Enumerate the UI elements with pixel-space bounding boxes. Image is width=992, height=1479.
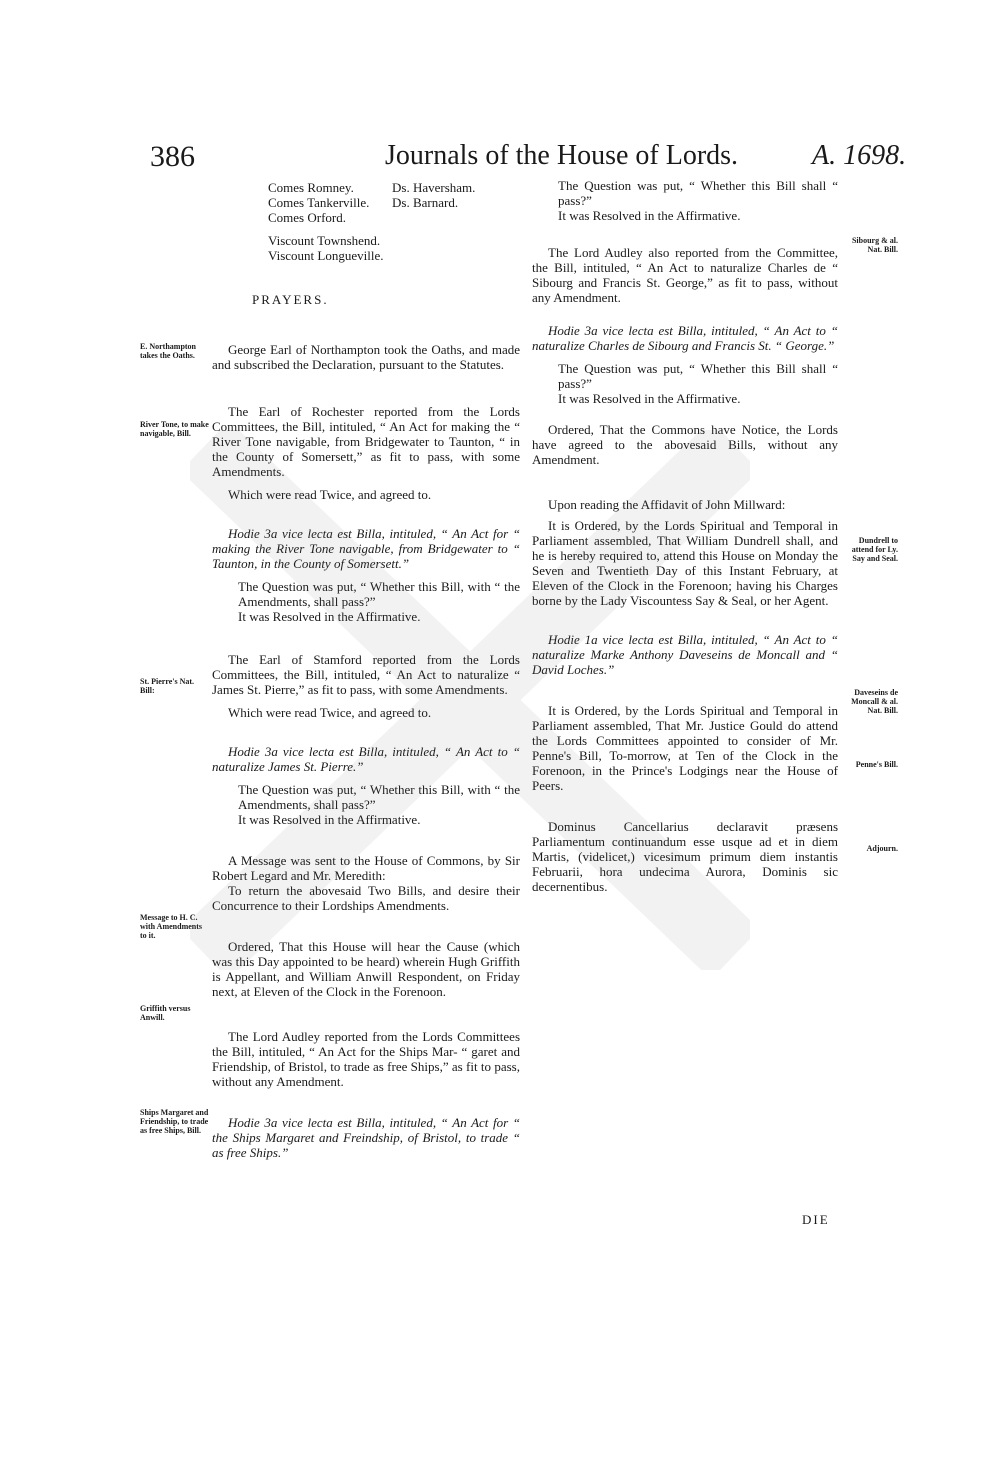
entry-sibourg-hodie: Hodie 3a vice lecta est Billa, intituled, “ An Act to “ naturalize Charles de Sibourg and Francis St. “ George.” <box>532 323 838 353</box>
margin-note-message: Message to H. C. with Amendments to it. <box>140 913 203 940</box>
entry-tone-resolved: It was Resolved in the Affirmative. <box>238 609 421 624</box>
catchword: DIE <box>802 1212 830 1227</box>
entry-ordered-commons: Ordered, That the Commons have Notice, the Lords have agreed to the abovesaid Bills, without any Amendment. <box>532 422 838 467</box>
entry-pierre-twice: Which were read Twice, and agreed to. <box>228 705 432 720</box>
entry-resolved-1: It was Resolved in the Affirmative. <box>558 208 741 223</box>
margin-note-ships: Ships Margaret and Friendship, to trade as free Ships, Bill. <box>140 1108 209 1135</box>
prayers-heading: PRAYERS. <box>252 292 329 307</box>
attendance-name: Comes Tankerville. <box>268 195 370 210</box>
entry-tone-question: The Question was put, “ Whether this Bill, with “ the Amendments, shall pass?” <box>238 579 520 609</box>
left-column <box>212 342 520 1160</box>
entry-adjourn: Dominus Cancellarius declaravit præsens Parliamentum continuandum esse usque ad et in diem Martis, (videlicet,) vicesimum primum diem instantis Februarii, hora undecima Aurora, Dominis sic decernentibus. <box>532 819 838 894</box>
entry-dundrell: It is Ordered, by the Lords Spiritual and Temporal in Parliament assembled, That William Dundrell shall, and he is hereby required to, attend this House on Monday the Seven and Twentieth Day of this Instant February, at Eleven of the Clock in the Forenoon; having his Charges borne by the Lady Viscountess Say & Seal, or her Agent. <box>532 518 838 608</box>
entry-northampton: George Earl of Northampton took the Oaths, and made and subscribed the Declaration, pursuant to the Statutes. <box>212 342 520 372</box>
margin-note-st-pierre: St. Pierre's Nat. Bill: <box>140 677 195 695</box>
attendance-name: Viscount Townshend. <box>268 233 381 248</box>
entry-tone-report: The Earl of Rochester reported from the Lords Committees, the Bill, intituled, “ An Act for making the “ River Tone navigable, from Bridgewater to Taunton, “ in the County of Somersett,” as fit to pass, with some Amendments. <box>212 404 520 479</box>
entry-pierre-resolved: It was Resolved in the Affirmative. <box>238 812 421 827</box>
entry-question-1: The Question was put, “ Whether this Bill shall “ pass?” <box>558 178 838 208</box>
attendance-earls <box>268 180 383 263</box>
margin-note-dundrell: Dundrell to attend for Ly. Say and Seal. <box>851 536 898 563</box>
entry-question-2: The Question was put, “ Whether this Bill shall “ pass?” <box>558 361 838 391</box>
entry-tone-twice: Which were read Twice, and agreed to. <box>228 487 432 502</box>
entry-affidavit: Upon reading the Affidavit of John Millward: <box>548 497 786 512</box>
attendance-name: Comes Romney. <box>268 180 354 195</box>
journal-title: Journals of the House of Lords. <box>385 140 739 171</box>
attendance-barons <box>392 180 475 210</box>
margin-note-adjourn: Adjourn. <box>866 844 898 853</box>
entry-tone-hodie: Hodie 3a vice lecta est Billa, intituled, “ An Act for “ making the River Tone navigable, from Bridgewater to “ Taunton, in the County of Somersett.” <box>212 526 520 571</box>
attendance-name: Comes Orford. <box>268 210 346 225</box>
margin-note-penne: Penne's Bill. <box>855 760 898 769</box>
attendance-name: Viscount Longueville. <box>268 248 384 263</box>
entry-pierre-hodie: Hodie 3a vice lecta est Billa, intituled, “ An Act to “ naturalize James St. Pierre.” <box>212 744 520 774</box>
right-column <box>532 178 838 894</box>
entry-resolved-2: It was Resolved in the Affirmative. <box>558 391 741 406</box>
page-number: 386 <box>150 140 195 173</box>
entry-pierre-question: The Question was put, “ Whether this Bill, with “ the Amendments, shall pass?” <box>238 782 520 812</box>
entry-penne: It is Ordered, by the Lords Spiritual and Temporal in Parliament assembled, That Mr. Justice Gould do attend the Lords Committees appointed to consider of Mr. Penne's Bill, To-morrow, at Ten of the Clock in the Forenoon, in the Prince's Lodgings near the House of Peers. <box>532 703 838 793</box>
attendance-name: Ds. Barnard. <box>392 195 459 210</box>
entry-ships-hodie: Hodie 3a vice lecta est Billa, intituled, “ An Act for “ the Ships Margaret and Freindship, of Bristol, to trade “ as free Ships.” <box>212 1115 520 1160</box>
entry-sibourg-report: The Lord Audley also reported from the Committee, the Bill, intituled, “ An Act to naturalize Charles de “ Sibourg and Francis St. George,” as fit to pass, without any Amendment. <box>532 245 838 305</box>
margin-note-sibourg: Sibourg & al. Nat. Bill. <box>851 236 898 254</box>
margin-note-northampton: E. Northampton takes the Oaths. <box>140 342 197 360</box>
margin-note-river-tone: River Tone, to make navigable, Bill. <box>140 420 209 438</box>
margin-note-daveseins: Daveseins de Moncall & al. Nat. Bill. <box>851 688 898 715</box>
page-year: A. 1698. <box>812 140 907 171</box>
entry-ships-report: The Lord Audley reported from the Lords Committees the Bill, intituled, “ An Act for the Ships Mar- “ garet and Friendship, of Bristol, to trade as free Ships,” as fit to pass, without any Amendment. <box>212 1029 520 1089</box>
entry-message: A Message was sent to the House of Commons, by Sir Robert Legard and Mr. Meredith: <box>212 853 520 883</box>
entry-message-2: To return the abovesaid Two Bills, and desire their Concurrence to their Lordships Amendments. <box>212 883 520 913</box>
entry-daveseins-hodie: Hodie 1a vice lecta est Billa, intituled, “ An Act to “ naturalize Marke Anthony Daveseins de Moncall and “ David Loches.” <box>532 632 838 677</box>
entry-griffith: Ordered, That this House will hear the Cause (which was this Day appointed to be heard) wherein Hugh Griffith is Appellant, and William Anwill Respondent, on Friday next, at Eleven of the Clock in the Forenoon. <box>212 939 520 999</box>
attendance-name: Ds. Haversham. <box>392 180 476 195</box>
entry-pierre-report: The Earl of Stamford reported from the Lords Committees, the Bill, intituled, “ An Act to naturalize “ James St. Pierre,” as fit to pass, with some Amendments. <box>212 652 520 697</box>
margin-note-griffith: Griffith versus Anwill. <box>140 1004 191 1022</box>
